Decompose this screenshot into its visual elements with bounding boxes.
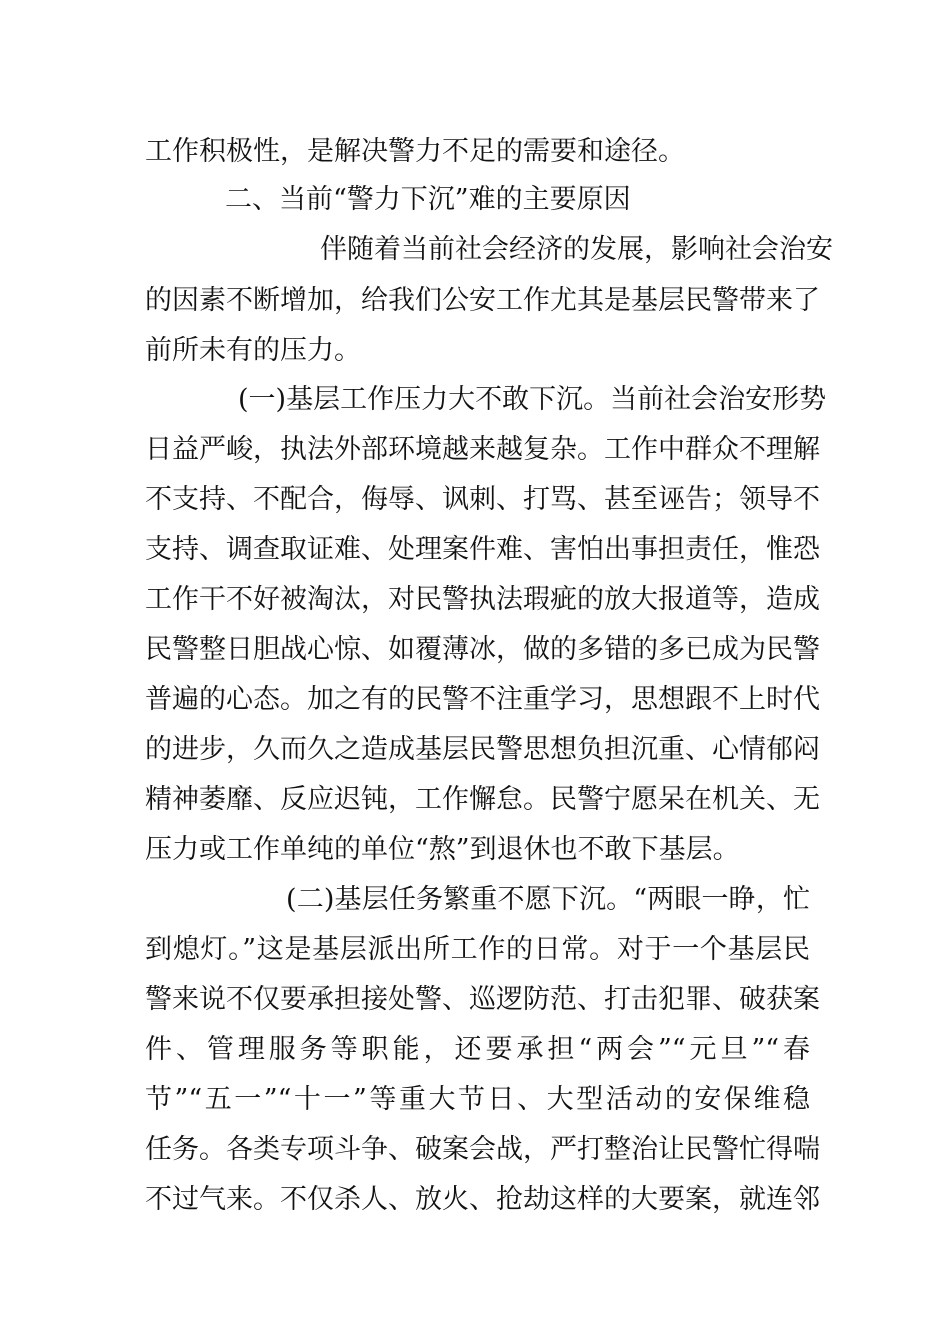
text-line-20: 节”“五一”“十一”等重大节日、大型活动的安保维稳: [145, 1084, 810, 1115]
text-line-18: 警来说不仅要承担接处警、巡逻防范、打击犯罪、破获案: [145, 984, 820, 1015]
text-line-22: 不过气来。不仅杀人、放火、抢劫这样的大要案，就连邻: [145, 1184, 820, 1215]
section-heading: 二、当前“警力下沉”难的主要原因: [225, 184, 631, 215]
text-line-14: 精神萎靡、反应迟钝，工作懈怠。民警宁愿呆在机关、无: [145, 784, 820, 815]
text-line-4: 的因素不断增加，给我们公安工作尤其是基层民警带来了: [145, 285, 820, 316]
text-line-5: 前所未有的压力。: [145, 335, 361, 366]
text-line-10: 工作干不好被淘汰，对民警执法瑕疵的放大报道等，造成: [145, 584, 820, 615]
text-line-9: 支持、调查取证难、处理案件难、害怕出事担责任，惟恐: [145, 534, 820, 565]
text-line-19: 件、管理服务等职能，还要承担“两会”“元旦”“春: [145, 1034, 810, 1065]
text-line-15: 压力或工作单纯的单位“熬”到退休也不敢下基层。: [145, 834, 740, 865]
text-line-12: 普遍的心态。加之有的民警不注重学习，思想跟不上时代: [145, 684, 820, 715]
text-line-11: 民警整日胆战心惊、如覆薄冰，做的多错的多已成为民警: [145, 634, 820, 665]
text-line-3: 伴随着当前社会经济的发展，影响社会治安: [320, 234, 833, 265]
text-line-21: 任务。各类专项斗争、破案会战，严打整治让民警忙得喘: [145, 1134, 820, 1165]
text-line-8: 不支持、不配合，侮辱、讽刺、打骂、甚至诬告；领导不: [145, 484, 820, 515]
text-line-13: 的进步，久而久之造成基层民警思想负担沉重、心情郁闷: [145, 734, 820, 765]
text-line-7: 日益严峻，执法外部环境越来越复杂。工作中群众不理解: [145, 434, 820, 465]
subheading-two: (二)基层任务繁重不愿下沉。“两眼一睁，忙: [286, 884, 810, 915]
text-line-17: 到熄灯。”这是基层派出所工作的日常。对于一个基层民: [145, 934, 810, 965]
subheading-one: (一)基层工作压力大不敢下沉。当前社会治安形势: [238, 384, 827, 415]
text-line-1: 工作积极性，是解决警力不足的需要和途径。: [145, 136, 685, 167]
